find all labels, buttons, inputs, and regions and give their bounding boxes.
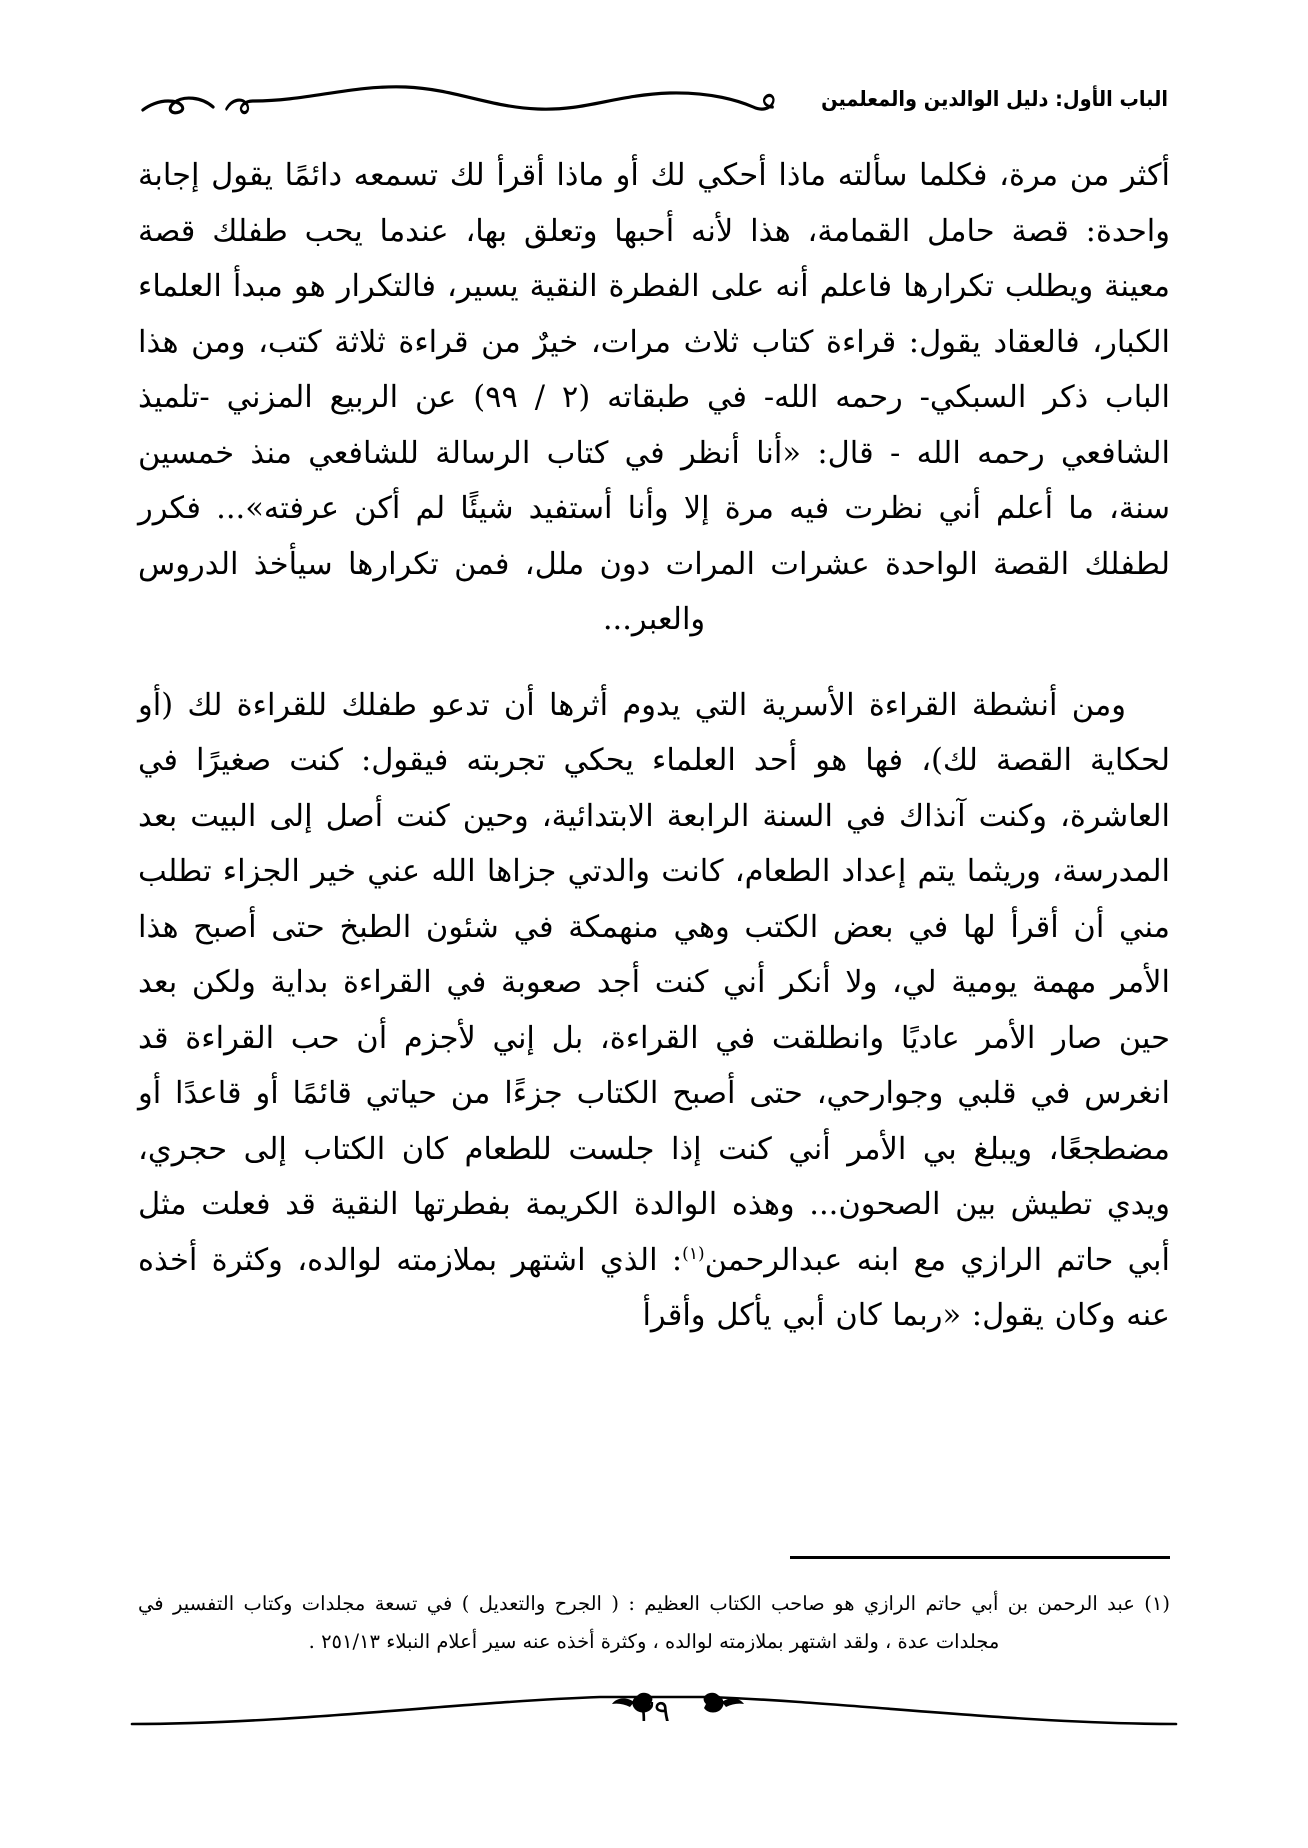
page-body <box>138 148 1170 1374</box>
paragraph-2-text: ومن أنشطة القراءة الأسرية التي يدوم أثرها أن تدعو طفلك للقراءة لك (أو لحكاية القصة لك)، فها هو أحد العلماء يحكي تجربته فيقول: كنت صغيرًا في العاشرة، وكنت آنذاك في السنة الرابعة الابتدائية، وحين كنت أصل إلى البيت بعد المدرسة، وريثما يتم إعداد الطعام، كانت والدتي جزاها الله عني خير الجزاء تطلب مني أن أقرأ لها في بعض الكتب وهي منهمكة في شئون الطبخ حتى أصبح هذا الأمر مهمة يومية لي، ولا أنكر أني كنت أجد صعوبة في القراءة بداية ولكن بعد حين صار الأمر عاديًا وانطلقت في القراءة، بل إني لأجزم أن حب القراءة قد انغرس في قلبي وجوارحي، حتى أصبح الكتاب جزءًا من حياتي قائمًا أو قاعدًا أو مضطجعًا، ويبلغ بي الأمر أني كنت إذا جلست للطعام كان الكتاب إلى حجري، ويدي تطيش بين الصحون... وهذه الوالدة الكريمة بفطرتها النقية قد فعلت مثل أبي حاتم الرازي مع ابنه عبدالرحمن <box>138 687 1171 1278</box>
footnote-reference-marker[interactable]: (١) <box>682 1243 705 1264</box>
page-footer <box>130 1690 1178 1780</box>
paragraph-2 <box>138 678 1170 1344</box>
footnote-separator-rule <box>790 1556 1170 1559</box>
footnote-block <box>138 1556 1170 1661</box>
paragraph-1: أكثر من مرة، فكلما سألته ماذا أحكي لك أو ماذا أقرأ لك تسمعه دائمًا يقول إجابة واحدة: قصة حامل القمامة، هذا لأنه أحبها وتعلق بها، عندما يحب طفلك قصة معينة ويطلب تكرارها فاعلم أنه على الفطرة النقية يسير، فالتكرار هو مبدأ العلماء الكبار، فالعقاد يقول: قراءة كتاب ثلاث مرات، خيرٌ من قراءة ثلاثة كتب، ومن هذا الباب ذكر السبكي- رحمه الله- في طبقاته (٢ / ٩٩) عن الربيع المزني -تلميذ الشافعي رحمه الله - قال: «أنا أنظر في كتاب الرسالة للشافعي منذ خمسين سنة، ما أعلم أني نظرت فيه مرة إلا وأنا أستفيد شيئًا لم أكن عرفته»... فكرر لطفلك القصة الواحدة عشرات المرات دون ملل، فمن تكرارها سيأخذ الدروس والعبر... <box>138 158 1171 637</box>
header-title: الباب الأول: دليل الوالدين والمعلمين <box>821 87 1168 111</box>
running-header <box>140 78 1168 124</box>
footnote-text: (١) عبد الرحمن بن أبي حاتم الرازي هو صاحب الكتاب العظيم : ( الجرح والتعديل ) في تسعة مجلدات وكتاب التفسير في مجلدات عدة ، ولقد اشتهر بملازمته لوالده ، وكثرة أخذه عنه سير أعلام النبلاء ٢٥١/١٣ . <box>138 1592 1170 1653</box>
swash-flourish-icon <box>225 81 781 121</box>
swash-flourish-end-icon <box>140 81 215 121</box>
paragraph-2-tail: : الذي اشتهر بملازمته لوالده، وكثرة أخذه عنه وكان يقول: «ربما كان أبي يأكل وأقرأ <box>138 1242 1170 1333</box>
page-number: ٣٩ <box>637 1694 671 1729</box>
